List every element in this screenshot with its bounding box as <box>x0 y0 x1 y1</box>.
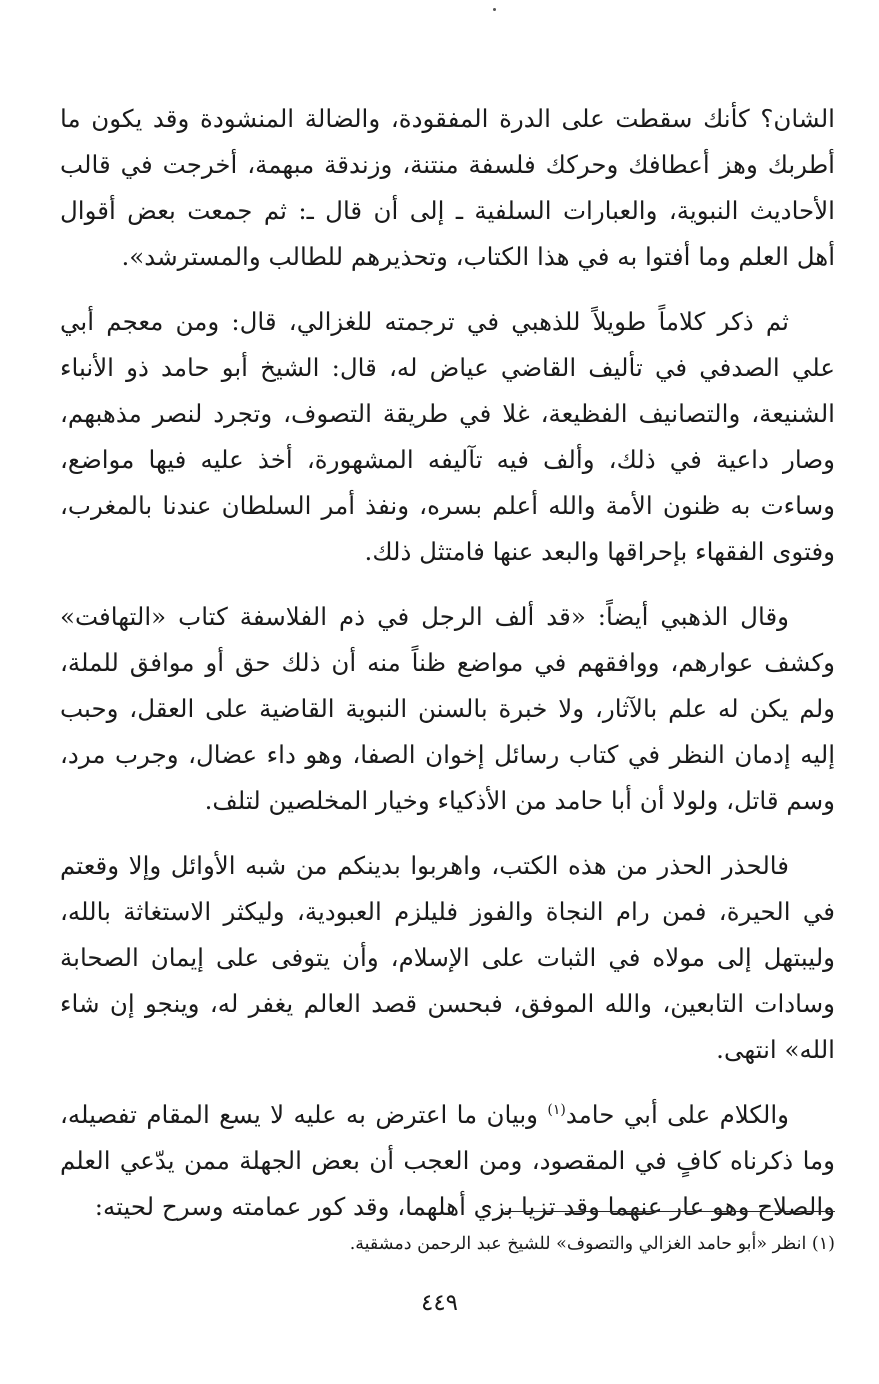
footnote-reference[interactable]: (١) <box>547 1101 566 1118</box>
footnote: (١) انظر «أبو حامد الغزالي والتصوف» للشيخ عبد الرحمن دمشقية. <box>349 1234 835 1254</box>
paragraph-5-rest: وبيان ما اعترض به عليه لا يسع المقام تفصيله، وما ذكرناه كافٍ في المقصود، ومن العجب أن بعض الجهلة ممن يدّعي العلم والصلاح وهو عار عنهما وقد تزيا بزي أهلهما، وقد كور عمامته وسرح لحيته: <box>60 1100 835 1221</box>
paragraph-5-start: والكلام على أبي حامد <box>565 1100 789 1129</box>
paragraph-2: ثم ذكر كلاماً طويلاً للذهبي في ترجمته للغزالي، قال: ومن معجم أبي علي الصدفي في تأليف القاضي عياض له، قال: الشيخ أبو حامد ذو الأنباء الشنيعة، والتصانيف الفظيعة، غلا في طريقة التصوف، وتجرد لنصر مذهبهم، وصار داعية في ذلك، وألف فيه تآليفه المشهورة، أخذ عليه فيها مواضع، وساءت به ظنون الأمة والله أعلم بسره، ونفذ أمر السلطان عندنا بالمغرب، وفتوى الفقهاء بإحراقها والبعد عنها فامتثل ذلك. <box>60 307 835 566</box>
paragraph-1: الشان؟ كأنك سقطت على الدرة المفقودة، والضالة المنشودة وقد يكون ما أطربك وهز أعطافك وحركك فلسفة منتنة، وزندقة مبهمة، أخرجت في قالب الأحاديث النبوية، والعبارات السلفية ـ إلى أن قال ـ: ثم جمعت بعض أقوال أهل العلم وما أفتوا به في هذا الكتاب، وتحذيرهم للطالب والمسترشد». <box>60 104 835 271</box>
main-text <box>60 96 835 1249</box>
footnote-divider <box>505 1211 835 1212</box>
paragraph-5 <box>60 1092 835 1230</box>
page-number: ٤٤٩ <box>420 1290 459 1316</box>
paragraph-3: وقال الذهبي أيضاً: «قد ألف الرجل في ذم الفلاسفة كتاب «التهافت» وكشف عوارهم، ووافقهم في مواضع ظناً منه أن ذلك حق أو موافق للملة، ولم يكن له علم بالآثار، ولا خبرة بالسنن النبوية القاضية على العقل، وحبب إليه إدمان النظر في كتاب رسائل إخوان الصفا، وهو داء عضال، وجرب مرد، وسم قاتل، ولولا أن أبا حامد من الأذكياء وخيار المخلصين لتلف. <box>60 602 835 815</box>
paragraph-4: فالحذر الحذر من هذه الكتب، واهربوا بدينكم من شبه الأوائل وإلا وقعتم في الحيرة، فمن رام النجاة والفوز فليلزم العبودية، وليكثر الاستغاثة بالله، وليبتهل إلى مولاه في الثبات على الإسلام، وأن يتوفى على إيمان الصحابة وسادات التابعين، والله الموفق، فبحسن قصد العالم يغفر له، وينجو إن شاء الله» انتهى. <box>60 851 835 1064</box>
top-mark <box>493 8 496 11</box>
